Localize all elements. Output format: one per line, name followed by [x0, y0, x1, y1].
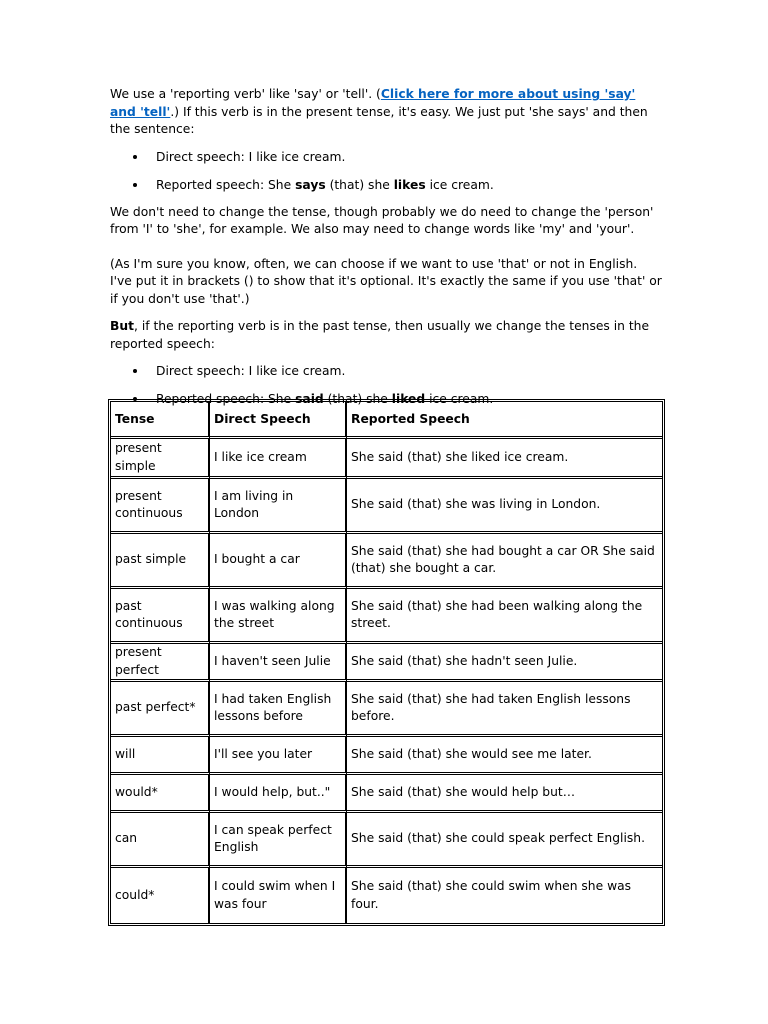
cell-reported: She said (that) she would see me later. [347, 737, 662, 775]
cell-direct: I'll see you later [210, 737, 347, 775]
table-row [111, 775, 662, 813]
header-reported-speech: Reported Speech [347, 402, 662, 439]
cell-tense: would* [111, 775, 210, 813]
cell-reported: She said (that) she would help but… [347, 775, 662, 813]
reported-text: (that) she [325, 177, 394, 192]
table-row [111, 439, 662, 479]
table-row [111, 737, 662, 775]
cell-tense: past simple [111, 534, 210, 589]
cell-tense: will [111, 737, 210, 775]
past-tense-paragraph [110, 318, 662, 353]
cell-direct: I like ice cream [210, 439, 347, 479]
reported-text: ice cream. [425, 177, 494, 192]
cell-tense: present simple [111, 439, 210, 479]
cell-direct: I was walking along the street [210, 589, 347, 644]
tense-table [110, 401, 663, 924]
table-row [111, 868, 662, 923]
list-item-direct-speech: Direct speech: I like ice cream. [110, 149, 662, 166]
cell-direct: I can speak perfect English [210, 813, 347, 868]
reported-verb: says [295, 177, 326, 192]
cell-tense: past perfect* [111, 682, 210, 737]
reported-text: ice cream. [425, 392, 494, 406]
table-row [111, 644, 662, 682]
cell-reported: She said (that) she had bought a car OR She said (that) she bought a car. [347, 534, 662, 589]
cell-direct: I could swim when I was four [210, 868, 347, 923]
reported-verb: liked [391, 392, 426, 406]
cell-reported: She said (that) she hadn't seen Julie. [347, 644, 662, 682]
header-tense: Tense [111, 402, 210, 439]
present-example-list [110, 149, 662, 194]
but-bold: But [110, 319, 135, 333]
cell-reported: She said (that) she had been walking along the street. [347, 589, 662, 644]
cell-tense: can [111, 813, 210, 868]
cell-tense: present perfect [111, 644, 210, 682]
table-row [111, 682, 662, 737]
list-item-direct-speech: Direct speech: I like ice cream. [110, 363, 662, 380]
reported-text: Reported speech: She [156, 177, 296, 192]
intro-text-end: .) If this verb is in the present tense, it's easy. We just put 'she says' and then the sentence: [110, 104, 648, 136]
tense-paragraph: We don't need to change the tense, though probably we do need to change the 'person' from 'I' to 'she', for example. We also may need to change words like 'my' and 'your'. [110, 204, 654, 236]
reported-text: Reported speech: She [156, 392, 296, 406]
cell-direct: I had taken English lessons before [210, 682, 347, 737]
table-header-row [111, 402, 662, 439]
table-row [111, 813, 662, 868]
cell-tense: present continuous [111, 479, 210, 534]
reported-verb: likes [393, 177, 426, 192]
cell-reported: She said (that) she had taken English lessons before. [347, 682, 662, 737]
cell-reported: She said (that) she was living in London. [347, 479, 662, 534]
say-tell-link[interactable]: Click here for more about using 'say' and 'tell' [110, 87, 636, 119]
header-direct-speech: Direct Speech [210, 402, 347, 439]
cell-reported: She said (that) she could speak perfect English. [347, 813, 662, 868]
cell-direct: I haven't seen Julie [210, 644, 347, 682]
intro-paragraph [110, 86, 662, 139]
cell-reported: She said (that) she could swim when she was four. [351, 879, 632, 911]
cell-reported: She said (that) she liked ice cream. [347, 439, 662, 479]
past-tense-text: , if the reporting verb is in the past tense, then usually we change the tenses in the reported speech: [110, 319, 650, 351]
table-row [111, 534, 662, 589]
list-item-reported-speech [110, 177, 662, 194]
reported-verb: said [295, 392, 324, 406]
cell-tense: could* [111, 868, 210, 923]
intro-text-start: We use a 'reporting verb' like 'say' or 'tell'. ( [110, 87, 381, 101]
document-body [110, 86, 662, 418]
table-row [111, 479, 662, 534]
reported-text: (that) she [323, 392, 392, 406]
cell-tense: past continuous [111, 589, 210, 644]
that-note-paragraph: (As I'm sure you know, often, we can choose if we want to use 'that' or not in English. I've put it in brackets () to show that it's optional. It's exactly the same if you use 'that' or if you don't use 'that'.) [110, 256, 662, 306]
table-row [111, 589, 662, 644]
cell-direct: I would help, but.." [210, 775, 347, 813]
cell-direct: I am living in London [210, 479, 347, 534]
cell-direct: I bought a car [210, 534, 347, 589]
